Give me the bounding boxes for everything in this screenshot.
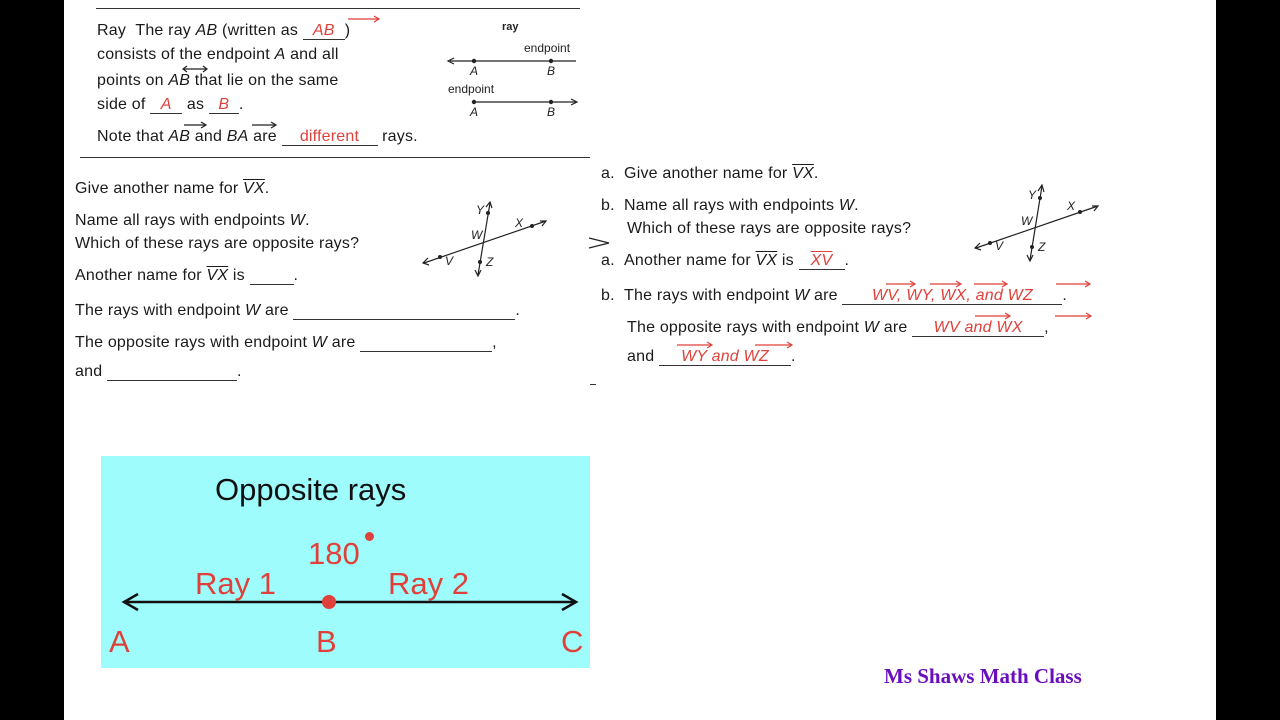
point-a-label: A xyxy=(109,624,130,659)
segment-label: $\overline{VX}$ xyxy=(206,267,229,284)
blank-line xyxy=(107,363,237,381)
line-label: AB xyxy=(168,72,191,89)
answer-xv: $\overline{XV}$ xyxy=(799,252,845,270)
definition-line-1 xyxy=(97,22,350,40)
definition-text: . xyxy=(238,96,244,113)
definition-note xyxy=(97,128,418,146)
left-answer-b: The rays with endpoint W are . xyxy=(75,302,521,319)
right-question-a: a. Give another name for $\overline{VX}$. xyxy=(601,165,819,182)
fig-point-z: Z xyxy=(486,255,494,269)
left-answer-a: Another name for $\overline{VX}$ is . xyxy=(75,267,299,284)
ray-definition-figure xyxy=(440,18,585,123)
right-answer-a: a. Another name for $\overline{VX}$ is $\overline{XV}$ . xyxy=(601,252,850,269)
channel-branding: Ms Shaws Math Class xyxy=(884,664,1082,688)
fig-point-b: B xyxy=(547,105,556,119)
left-answer-c-and: and . xyxy=(75,363,242,380)
answer-opposite-1: WV and WX xyxy=(912,319,1044,337)
right-answer-c-and: and WY and WZ . xyxy=(627,348,796,365)
fig-endpoint-label-1: endpoint xyxy=(524,41,571,55)
ray-arrow-marks xyxy=(884,280,1096,288)
definition-text: are xyxy=(248,128,277,145)
right-question-b-line2: Which of these rays are opposite rays? xyxy=(627,220,912,237)
opposite-rays-line xyxy=(118,590,583,614)
definition-text: (written as xyxy=(217,22,303,39)
right-intersecting-lines-figure xyxy=(970,180,1105,265)
fig-point-w: W xyxy=(471,228,483,242)
fig-point-v: V xyxy=(445,254,454,268)
blank-line xyxy=(250,267,294,285)
segment-label: $\overline{VX}$ xyxy=(792,165,814,182)
segment-label: $\overline{VX}$ xyxy=(755,252,778,269)
left-question-b-line2: Which of these rays are opposite rays? xyxy=(75,235,360,252)
point-b-label: B xyxy=(316,624,337,659)
opposite-rays-title: Opposite rays xyxy=(215,472,407,507)
answer-ray-name: AB xyxy=(303,22,345,40)
left-question-b-line1: Name all rays with endpoints W. xyxy=(75,212,310,229)
line-arrow-mark xyxy=(181,65,209,73)
ray-arrow-marks xyxy=(675,341,800,349)
definition-text: and all xyxy=(285,46,339,63)
ray-label: AB xyxy=(195,22,218,39)
fig-point-a: A xyxy=(470,64,479,78)
blank-line xyxy=(293,302,515,320)
top-divider xyxy=(96,8,580,9)
ray-2-label: Ray 2 xyxy=(388,566,469,601)
segment-label: $\overline{VX}$ xyxy=(243,180,265,197)
fig-ray-label: ray xyxy=(502,21,519,33)
section-divider xyxy=(80,157,590,158)
ray-1-label: Ray 1 xyxy=(195,566,276,601)
definition-text: side of xyxy=(97,96,146,113)
definition-text: consists of the endpoint xyxy=(97,46,275,63)
definition-line-3 xyxy=(97,72,338,90)
definition-text: and xyxy=(190,128,227,145)
fig-endpoint-label-2: endpoint xyxy=(448,82,495,96)
fig-point-b: B xyxy=(547,64,556,78)
point-c-label: C xyxy=(561,624,584,659)
point-label: A xyxy=(274,46,286,63)
ray-label: AB xyxy=(168,128,191,145)
fig-point-y: Y xyxy=(1028,188,1037,202)
definition-text: The ray xyxy=(135,22,196,39)
answer-a: A xyxy=(150,96,182,114)
left-intersecting-lines-figure xyxy=(418,195,553,280)
fig-point-a: A xyxy=(470,105,479,119)
ray-arrow-mark xyxy=(346,15,382,23)
definition-text: ) xyxy=(344,22,351,39)
right-question-b-line1: b. Name all rays with endpoints W. xyxy=(601,197,859,214)
ray-label: BA xyxy=(226,128,249,145)
right-answer-c: The opposite rays with endpoint W are WV and WX , xyxy=(627,319,1049,336)
definition-text: that lie on the same xyxy=(190,72,339,89)
definition-text: rays. xyxy=(382,128,418,145)
answer-rays-list: WV, WY, WX, and WZ xyxy=(842,287,1062,305)
dash-mark xyxy=(590,384,596,385)
fig-point-x: X xyxy=(1067,199,1076,213)
fig-point-v: V xyxy=(995,239,1004,253)
definition-line-4 xyxy=(97,96,243,114)
fig-point-z: Z xyxy=(1038,240,1046,254)
degree-symbol xyxy=(365,532,374,541)
fig-point-w: W xyxy=(1021,214,1033,228)
left-question-a: Give another name for $\overline{VX}$. xyxy=(75,180,270,197)
blank-line xyxy=(360,334,492,352)
definition-text: points on xyxy=(97,72,169,89)
fig-point-x: X xyxy=(515,216,524,230)
definition-term: Ray xyxy=(97,22,127,39)
definition-line-2 xyxy=(97,46,339,64)
answer-b: B xyxy=(209,96,239,114)
definition-text: as xyxy=(186,96,205,113)
right-answer-b: b. The rays with endpoint W are WV, WY, WX, and WZ . xyxy=(601,287,1068,304)
left-answer-c: The opposite rays with endpoint W are , xyxy=(75,334,497,351)
ray-arrow-marks xyxy=(973,312,1098,320)
fig-point-y: Y xyxy=(476,203,485,217)
answer-different: different xyxy=(282,128,378,146)
ray-arrow-marks xyxy=(183,121,283,129)
answer-opposite-2: WY and WZ xyxy=(659,348,791,366)
angle-label: 180 xyxy=(308,536,360,571)
arrow-marker xyxy=(587,236,613,250)
definition-text: Note that xyxy=(97,128,169,145)
